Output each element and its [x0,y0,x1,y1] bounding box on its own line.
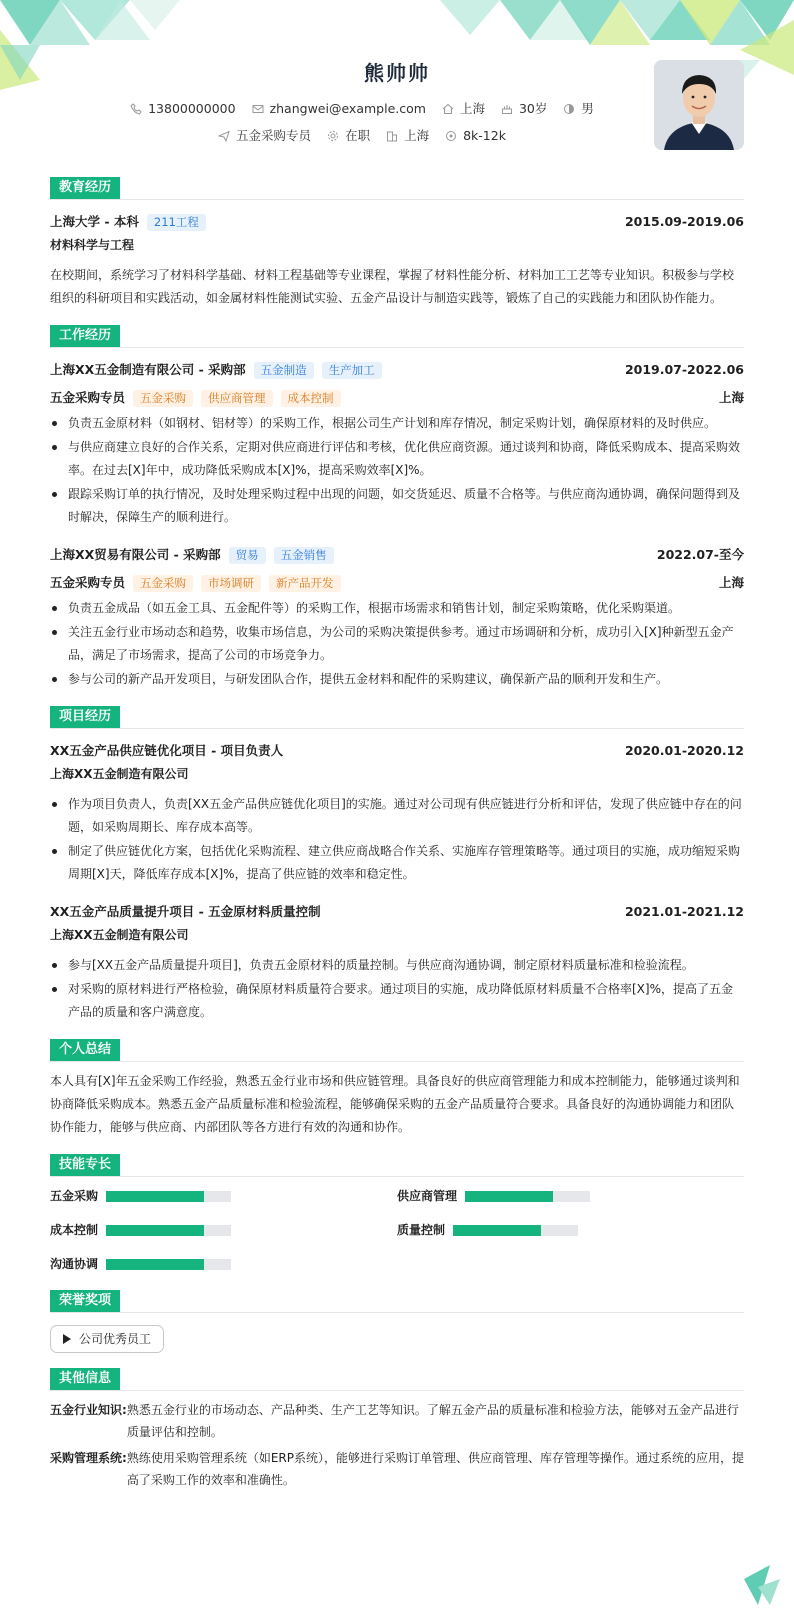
work-entry [50,541,744,691]
phone-text: 13800000000 [148,101,236,116]
project-entry [50,898,744,1024]
school-tag: 211工程 [147,214,206,231]
status-item [327,127,370,146]
project-entry [50,737,744,886]
skill-tag: 供应商管理 [201,390,273,407]
target-city-item [386,127,429,146]
skill-item [50,1253,397,1275]
job-target-item [218,127,311,146]
skill-name: 质量控制 [397,1223,446,1237]
home-icon [442,103,454,115]
gender-icon [563,103,575,115]
skill-tag: 成本控制 [281,390,341,407]
email-text: zhangwei@example.com [269,101,426,116]
skill-item [50,1219,397,1241]
list-item: 与供应商建立良好的合作关系，定期对供应商进行评估和考核，优化供应商资源。通过谈判和协商，降低采购成本、提高采购效率。在过去[X]年中，成功降低采购成本[X]%，提高采购效率[X]%。 [50,436,744,482]
work-date: 2019.07-2022.06 [624,361,744,377]
section-title: 荣誉奖项 [50,1290,120,1312]
phone-icon [130,103,142,115]
other-item [50,1447,744,1491]
job-intent-row [120,127,604,146]
profile-photo [654,60,744,150]
section-title: 教育经历 [50,177,120,199]
gender-text: 男 [581,101,594,116]
section-header [50,703,744,729]
list-item: 跟踪采购订单的执行情况，及时处理采购过程中出现的问题，如交货延迟、质量不合格等。与供应商沟通协调，确保问题得到及时解决，保障生产的顺利进行。 [50,483,744,529]
summary-section [50,1036,744,1139]
list-item: 参与[XX五金产品质量提升项目]，负责五金原材料的质量控制。与供应商沟通协调，制定原材料质量标准和检验流程。 [50,954,744,977]
other-text: 熟练使用采购管理系统（如ERP系统），能够进行采购订单管理、供应商管理、库存管理等操作。通过系统的应用，提高了采购工作的效率和准确性。 [126,1451,744,1487]
project-bullets [50,954,744,1024]
building-icon [386,130,398,142]
skill-bar-fill [106,1225,204,1236]
industry-tag: 贸易 [229,547,266,564]
phone-item [130,100,235,119]
skill-bar-fill [453,1225,541,1236]
list-item: 制定了供应链优化方案，包括优化采购流程、建立供应商战略合作关系、实施库存管理策略等。通过项目的实施，成功缩短采购周期[X]天，降低库存成本[X]%，提高了供应链的效率和稳定性。 [50,840,744,886]
project-date: 2021.01-2021.12 [624,903,744,919]
section-header [50,1287,744,1313]
award-name: 公司优秀员工 [79,1332,152,1346]
skills-section [50,1151,744,1275]
other-section [50,1365,744,1491]
corner-decoration [744,1565,780,1605]
skill-bar-fill [465,1191,553,1202]
salary-text: 8k-12k [463,128,506,143]
section-title: 项目经历 [50,706,120,728]
list-item: 对采购的原材料进行严格检验，确保原材料质量符合要求。通过项目的实施，成功降低原材料质量不合格率[X]%，提高了五金产品的质量和客户满意度。 [50,978,744,1024]
section-title: 其他信息 [50,1368,120,1390]
contact-row [120,100,604,119]
job-target-text: 五金采购专员 [236,128,312,143]
skill-name: 沟通协调 [50,1257,99,1271]
summary-text: 本人具有[X]年五金采购工作经验，熟悉五金行业市场和供应链管理。具备良好的供应商管理能力和成本控制能力，能够通过谈判和协商降低采购成本。熟悉五金产品质量标准和检验流程，能够确保采购的五金产品质量符合要求。具备良好的沟通协调能力和团队协作能力，能够与供应商、内部团队等各方进行有效的沟通和协作。 [50,1074,740,1134]
list-item: 负责五金原材料（如钢材、铝材等）的采购工作，根据公司生产计划和库存情况，制定采购计划，确保原材料的及时供应。 [50,412,744,435]
target-city-text: 上海 [404,128,430,143]
gender-item [563,100,594,119]
section-title: 个人总结 [50,1039,120,1061]
award-item [50,1325,164,1353]
candidate-name: 熊帅帅 [364,61,430,85]
section-header [50,1151,744,1177]
work-bullets [50,597,744,691]
skill-bar [106,1259,231,1270]
industry-tag: 五金销售 [274,547,334,564]
location-text: 上海 [459,101,485,116]
work-bullets [50,412,744,529]
list-item: 作为项目负责人，负责[XX五金产品供应链优化项目]的实施。通过对公司现有供应链进行分析和评估，发现了供应链中存在的问题，如采购周期长、库存成本高等。 [50,793,744,839]
location-item [442,100,485,119]
other-item [50,1399,744,1443]
skill-name: 五金采购 [50,1189,99,1203]
skill-tag: 五金采购 [133,390,193,407]
other-label: 五金行业知识: [50,1403,127,1417]
awards-section [50,1287,744,1353]
status-text: 在职 [345,128,371,143]
other-text: 熟悉五金行业的市场动态、产品种类、生产工艺等知识。了解五金产品的质量标准和检验方法，能够对五金产品进行质量评估和控制。 [126,1403,739,1439]
section-header [50,322,744,348]
mail-icon [252,103,264,115]
cake-icon [501,103,513,115]
work-city: 上海 [718,574,744,590]
skill-name: 供应商管理 [397,1189,458,1203]
project-org: 上海XX五金制造有限公司 [50,928,189,942]
company-name: 上海XX贸易有限公司 - 采购部 [50,546,221,562]
skill-bar [106,1191,231,1202]
education-date: 2015.09-2019.06 [624,213,744,229]
section-title: 工作经历 [50,325,120,347]
section-header [50,1365,744,1391]
skill-bar-fill [106,1191,204,1202]
skill-bar-fill [106,1259,204,1270]
skill-tag: 新产品开发 [269,575,341,592]
avatar-icon [654,60,744,150]
education-section [50,174,744,310]
company-name: 上海XX五金制造有限公司 - 采购部 [50,361,246,377]
skill-name: 成本控制 [50,1223,99,1237]
section-header [50,174,744,200]
project-org: 上海XX五金制造有限公司 [50,767,189,781]
work-entry [50,356,744,529]
skill-item [397,1219,744,1241]
list-item: 负责五金成品（如五金工具、五金配件等）的采购工作，根据市场需求和销售计划，制定采购策略，优化采购渠道。 [50,597,744,620]
job-role: 五金采购专员 [50,389,126,405]
work-section [50,322,744,691]
school-name: 上海大学 - 本科 [50,213,139,229]
skills-grid [50,1185,744,1275]
skill-bar [106,1225,231,1236]
resume-body [0,174,794,1491]
project-name: XX五金产品质量提升项目 - 五金原材料质量控制 [50,903,321,919]
project-section [50,703,744,1024]
skill-item [397,1185,744,1207]
skill-tag: 市场调研 [201,575,261,592]
email-item [252,100,426,119]
list-item: 关注五金行业市场动态和趋势，收集市场信息，为公司的采购决策提供参考。通过市场调研和分析，成功引入[X]种新型五金产品，满足了市场需求，提高了公司的市场竞争力。 [50,621,744,667]
resume-header [0,0,794,168]
play-icon [63,1334,71,1344]
age-item [501,100,547,119]
other-label: 采购管理系统: [50,1451,127,1465]
industry-tag: 生产加工 [322,362,382,379]
education-header-row [50,208,744,236]
list-item: 参与公司的新产品开发项目，与研发团队合作，提供五金材料和配件的采购建议，确保新产品的顺利开发和生产。 [50,668,744,691]
work-city: 上海 [718,389,744,405]
skill-bar [453,1225,578,1236]
skill-tag: 五金采购 [133,575,193,592]
age-text: 30岁 [518,101,548,116]
work-date: 2022.07-至今 [656,546,744,562]
major: 材料科学与工程 [50,238,135,252]
salary-item [445,127,506,146]
project-name: XX五金产品供应链优化项目 - 项目负责人 [50,742,284,758]
industry-tag: 五金制造 [254,362,314,379]
education-desc: 在校期间，系统学习了材料科学基础、材料工程基础等专业课程，掌握了材料性能分析、材料加工工艺等专业知识。积极参与学校组织的科研项目和实践活动，如金属材料性能测试实验、五金产品设计与制造实践等，锻炼了自己的实践能力和团队协作能力。 [50,268,735,305]
skill-item [50,1185,397,1207]
send-icon [218,130,230,142]
project-bullets [50,793,744,886]
job-role: 五金采购专员 [50,574,126,590]
section-title: 技能专长 [50,1154,120,1176]
project-date: 2020.01-2020.12 [624,742,744,758]
section-header [50,1036,744,1062]
settings-icon [327,130,339,142]
skill-bar [465,1191,590,1202]
coin-icon [445,130,457,142]
